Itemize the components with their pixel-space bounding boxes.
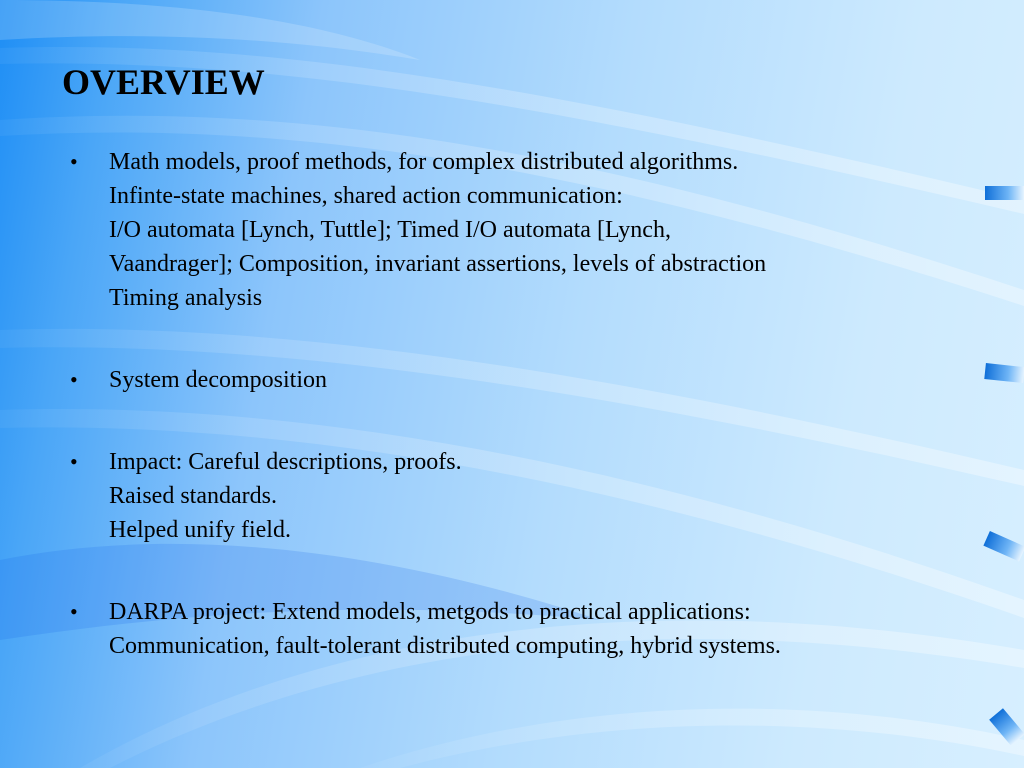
edge-tab-1 <box>985 186 1024 200</box>
bullet-line: Impact: Careful descriptions, proofs. <box>109 449 462 475</box>
bullet-line: System decomposition <box>109 367 327 393</box>
bullet-line: Raised standards. <box>109 483 277 509</box>
slide-title: OVERVIEW <box>62 62 265 102</box>
bullet-item-math-models <box>62 145 962 315</box>
edge-tab-3 <box>983 531 1024 561</box>
bullet-item-darpa-project <box>62 595 962 663</box>
bullet-line: Math models, proof methods, for complex distributed algorithms. <box>109 149 739 175</box>
bullet-marker: • <box>70 149 78 174</box>
bullet-item-system-decomposition <box>62 363 962 397</box>
bullet-line: Vaandrager]; Composition, invariant assertions, levels of abstraction <box>109 251 767 277</box>
bullet-marker: • <box>70 599 78 624</box>
bullet-line: Infinte-state machines, shared action communication: <box>109 183 623 209</box>
bullet-marker: • <box>70 367 78 392</box>
bullet-line: I/O automata [Lynch, Tuttle]; Timed I/O automata [Lynch, <box>109 217 671 243</box>
bullet-marker: • <box>70 449 78 474</box>
bullet-line: Helped unify field. <box>109 517 291 543</box>
bullet-line: Communication, fault-tolerant distributed computing, hybrid systems. <box>109 633 781 659</box>
bullet-list <box>62 145 962 711</box>
bullet-line: Timing analysis <box>109 285 263 311</box>
bullet-line: DARPA project: Extend models, metgods to practical applications: <box>109 599 751 625</box>
bullet-item-impact <box>62 445 962 547</box>
background-wave-6 <box>360 709 1024 768</box>
edge-tab-2 <box>984 363 1024 383</box>
